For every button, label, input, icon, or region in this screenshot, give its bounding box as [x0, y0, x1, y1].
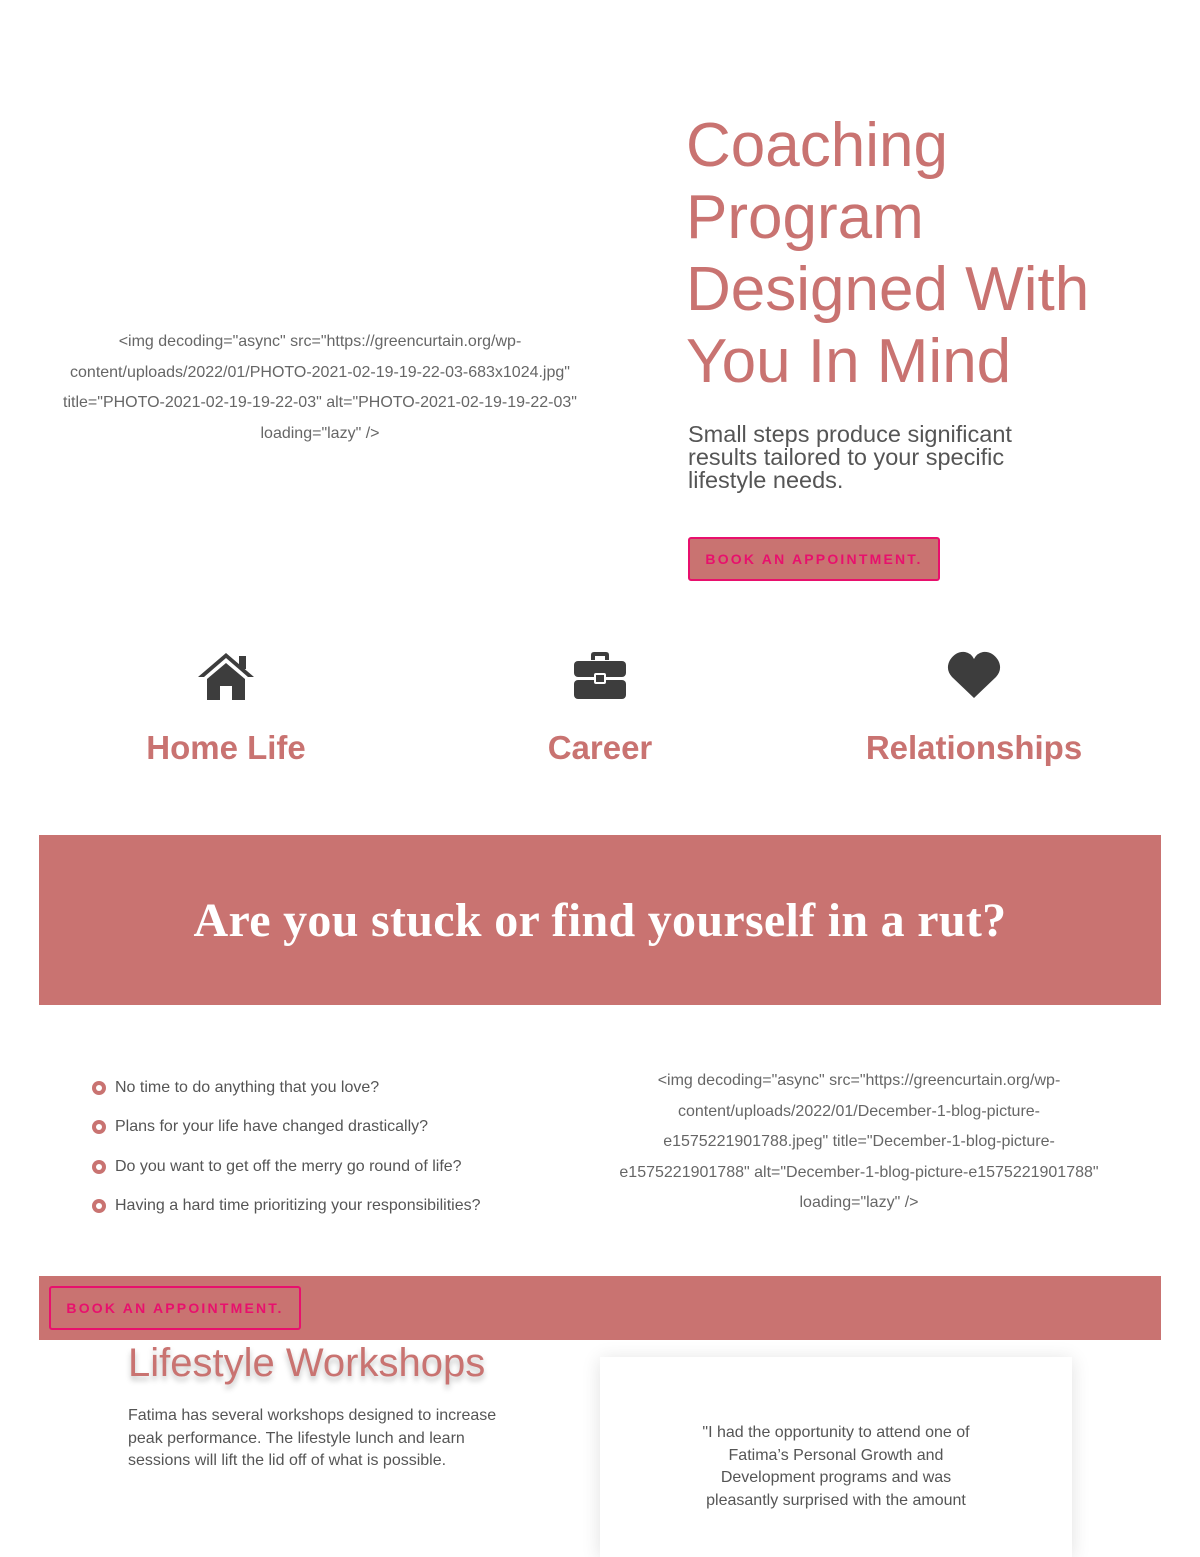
hero-image-placeholder: <img decoding="async" src="https://greencurtain.org/wp-content/uploads/2022/01/PHOTO-2021-02-19-19-22-03-683x1024.jpg" title="PHOTO-2021-02-19-19-22-03" alt="PHOTO-2021-02-19-19-22-03" loading="lazy" /> — [63, 333, 577, 442]
bullet-icon — [92, 1081, 106, 1095]
questions-list — [92, 1068, 481, 1226]
list-item-text: Plans for your life have changed drastically? — [115, 1118, 429, 1136]
list-item-text: Having a hard time prioritizing your responsibilities? — [115, 1197, 481, 1215]
hero-title: Coaching Program Designed With You In Mind — [686, 111, 1090, 396]
book-appointment-button[interactable]: BOOK AN APPOINTMENT. — [688, 537, 940, 581]
list-item — [92, 1068, 481, 1108]
list-item-text: No time to do anything that you love? — [115, 1078, 380, 1096]
list-item — [92, 1147, 481, 1187]
list-item — [92, 1108, 481, 1148]
briefcase-icon — [573, 650, 627, 700]
stuck-banner — [39, 835, 1161, 1005]
feature-home-life — [76, 650, 376, 768]
workshops-title: Lifestyle Workshops — [128, 1341, 486, 1385]
list-item — [92, 1187, 481, 1227]
list-item-text: Do you want to get off the merry go round of life? — [115, 1157, 462, 1175]
home-icon — [196, 650, 256, 700]
feature-label: Home Life — [146, 729, 306, 766]
bullet-icon — [92, 1160, 106, 1174]
feature-label: Relationships — [865, 729, 1083, 766]
workshops-description: Fatima has several workshops designed to increase peak performance. The lifestyle lunch and learn sessions will lift the lid off of what is possible. — [128, 1407, 497, 1469]
side-image-placeholder: <img decoding="async" src="https://greencurtain.org/wp-content/uploads/2022/01/December-1-blog-picture-e1575221901788.jpeg" title="December-1-blog-picture-e1575221901788" alt="December-1-blog-picture-e1575221901788" loading="lazy" /> — [619, 1072, 1099, 1211]
banner-heading: Are you stuck or find yourself in a rut? — [193, 893, 1007, 947]
book-appointment-button[interactable]: BOOK AN APPOINTMENT. — [49, 1286, 301, 1330]
feature-relationships — [824, 650, 1124, 768]
feature-label: Career — [547, 729, 653, 766]
feature-career — [450, 650, 750, 768]
bullet-icon — [92, 1199, 106, 1213]
hero-subtitle: Small steps produce significant results tailored to your specific lifestyle needs. — [688, 421, 1012, 493]
bullet-icon — [92, 1120, 106, 1134]
heart-icon — [947, 650, 1001, 700]
cta-strip — [39, 1276, 1161, 1340]
testimonial-card — [600, 1357, 1072, 1557]
testimonial-quote: "I had the opportunity to attend one of Fatima’s Personal Growth and Development programs and was pleasantly surprised with the amount — [702, 1424, 970, 1509]
